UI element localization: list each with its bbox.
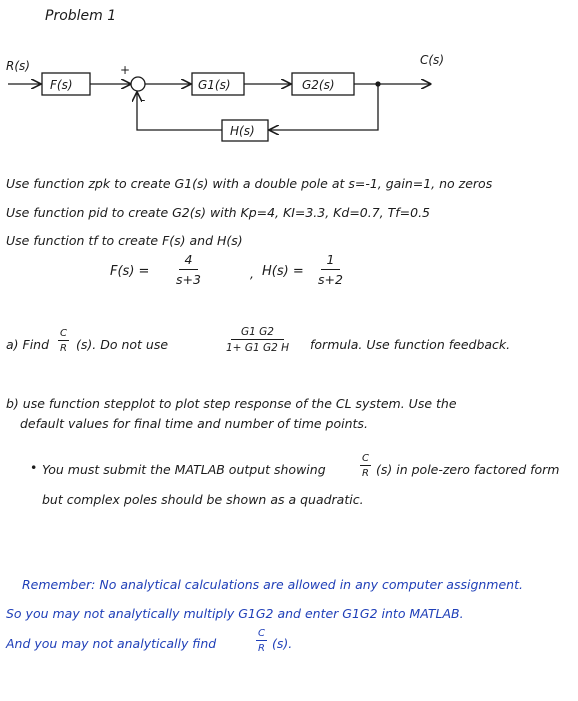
summing-junction: [131, 77, 145, 91]
remember-cr-denominator: R: [258, 643, 265, 654]
remember-cr-numerator: C: [258, 628, 265, 639]
remember-line3-prefix: And you may not analytically find: [6, 636, 217, 651]
bullet-line2: but complex poles should be shown as a quadratic.: [42, 492, 364, 507]
remember-cr: [256, 628, 267, 654]
instruction-f-h: Use function tf to create F(s) and H(s): [6, 233, 243, 248]
bullet-cr-denominator: R: [362, 468, 369, 479]
bullet-line1-suffix: (s) in pole-zero factored form: [376, 462, 560, 477]
f-fraction: [176, 252, 201, 287]
input-label: R(s): [6, 59, 30, 73]
g1-block-label: G1(s): [198, 78, 231, 92]
part-a-prefix: a) Find: [6, 337, 50, 352]
bullet-line1-prefix: You must submit the MATLAB output showing: [42, 462, 326, 477]
g2-block-label: G2(s): [302, 78, 335, 92]
remember-line2: So you may not analytically multiply G1G2 and enter G1G2 into MATLAB.: [6, 606, 464, 621]
f-denominator: s+3: [176, 272, 201, 287]
instruction-g1: Use function zpk to create G1(s) with a double pole at s=-1, gain=1, no zeros: [6, 176, 493, 191]
cr-numerator: C: [60, 328, 67, 339]
f-lhs: F(s) =: [110, 264, 150, 279]
h-block-label: H(s): [230, 124, 255, 138]
formula-denominator: 1+ G1 G2 H: [226, 342, 290, 354]
h-numerator: 1: [321, 252, 341, 270]
part-a-middle: (s). Do not use: [76, 337, 169, 352]
h-denominator: s+2: [318, 272, 343, 287]
minus-sign: -: [141, 93, 146, 107]
part-b-line1: b) use function stepplot to plot step response of the CL system. Use the: [6, 396, 457, 411]
cr-denominator: R: [60, 343, 67, 354]
equation-separator: ,: [250, 266, 254, 281]
remember-line1: Remember: No analytical calculations are allowed in any computer assignment.: [22, 577, 523, 592]
feedback-path-left: [137, 93, 222, 130]
formula-numerator: G1 G2: [231, 326, 284, 340]
f-block-label: F(s): [50, 78, 73, 92]
output-label: C(s): [420, 53, 444, 67]
part-a-cr: [58, 328, 69, 354]
plus-sign: +: [120, 63, 131, 77]
h-lhs: H(s) =: [262, 264, 304, 279]
part-b-line2: default values for final time and number of time points.: [20, 416, 368, 431]
closed-loop-formula: [226, 326, 289, 354]
bullet-cr: [360, 453, 371, 479]
bullet-cr-numerator: C: [362, 453, 369, 464]
page-title: Problem 1: [45, 8, 117, 24]
instruction-g2: Use function pid to create G2(s) with Kp=4, KI=3.3, Kd=0.7, Tf=0.5: [6, 205, 431, 220]
block-diagram: [0, 0, 578, 170]
h-fraction: [318, 252, 343, 287]
bullet-dot: •: [30, 460, 38, 475]
remember-line3-suffix: (s).: [272, 636, 293, 651]
part-a-suffix: formula. Use function feedback.: [310, 337, 511, 352]
f-numerator: 4: [179, 252, 199, 270]
